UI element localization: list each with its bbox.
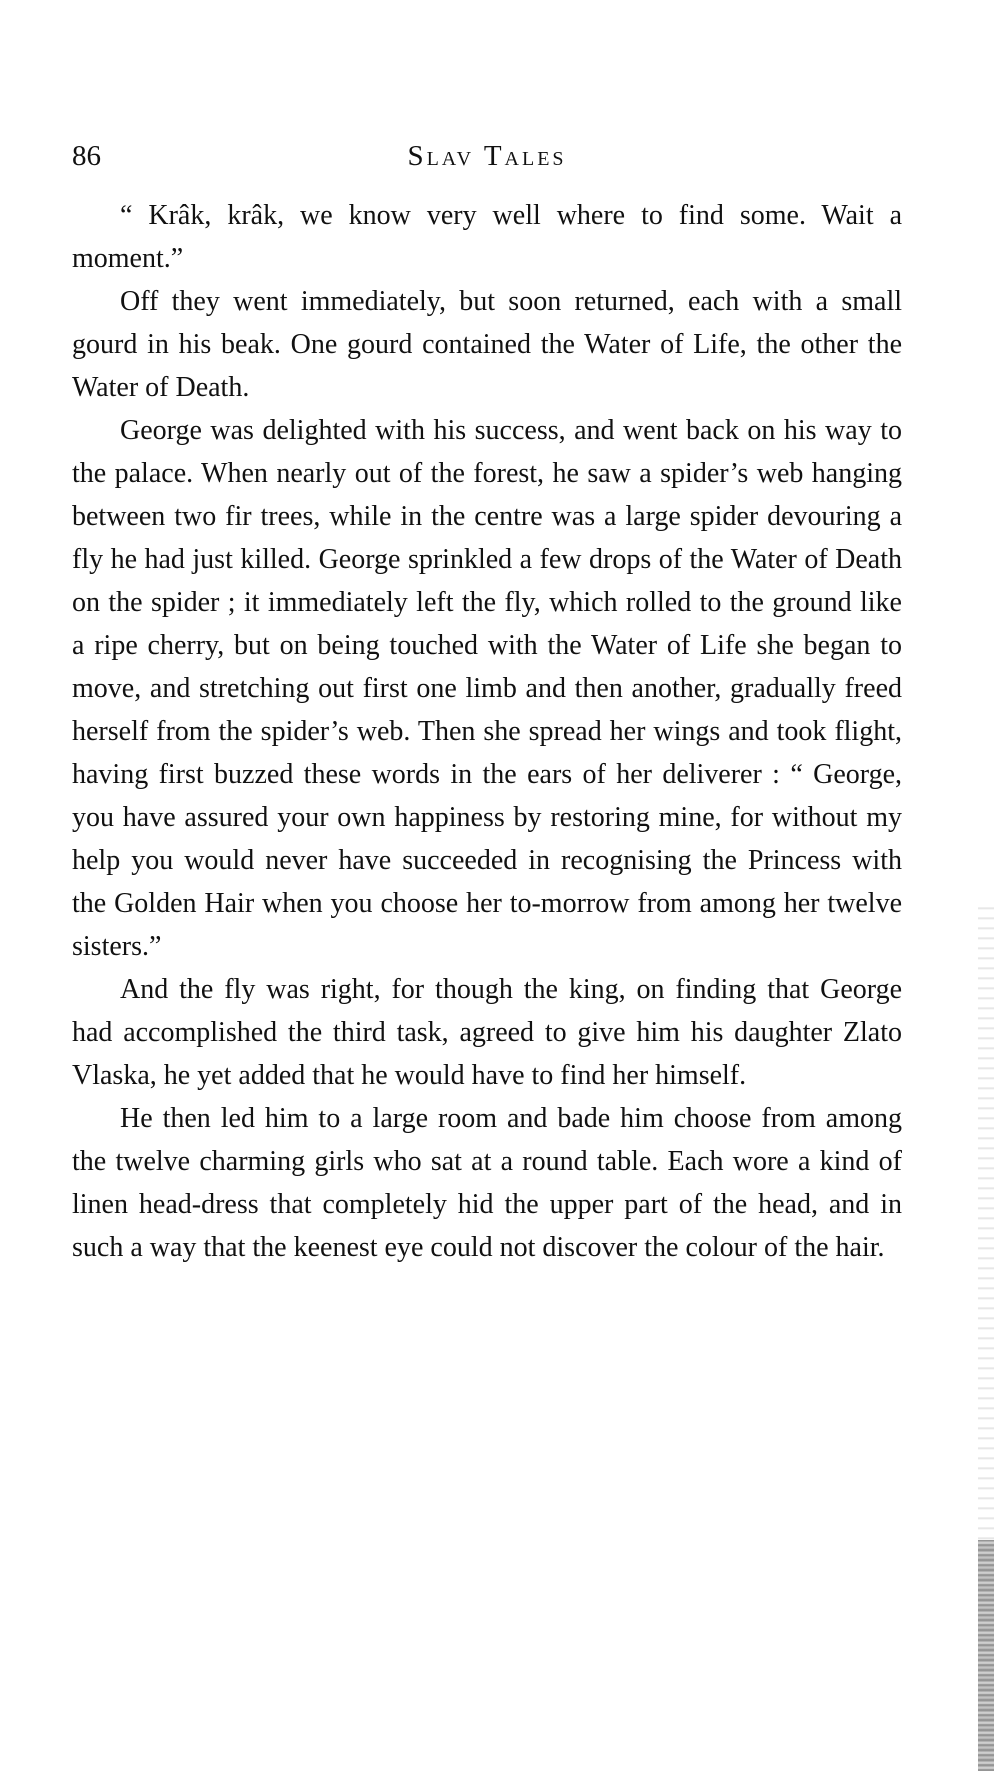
page-header xyxy=(72,140,902,180)
paragraph-3: George was delighted with his success, and went back on his way to the palace. When nearly out of the forest, he saw a spider’s web hanging between two fir trees, while in the centre was a large spider devouring a fly he had just killed. George sprinkled a few drops of the Water of Death on the spider ; it immediately left the fly, which rolled to the ground like a ripe cherry, but on being touched with the Water of Life she began to move, and stretching out first one limb and then another, gradually freed herself from the spider’s web. Then she spread her wings and took flight, having first buzzed these words in the ears of her deliverer : “ George, you have assured your own happiness by restoring mine, for without my help you would never have succeeded in recognising the Princess with the Golden Hair when you choose her to-morrow from among her twelve sisters.” xyxy=(72,415,902,962)
scan-edge-shadow xyxy=(978,1540,994,1771)
body-text xyxy=(72,194,902,1269)
page-number: 86 xyxy=(72,140,101,172)
paragraph-4: And the fly was right, for though the king, on finding that George had accomplished the third task, agreed to give him his daughter Zlato Vlaska, he yet added that he would have to find her himself. xyxy=(72,974,902,1091)
paragraph-2: Off they went immediately, but soon returned, each with a small gourd in his beak. One gourd contained the Water of Life, the other the Water of Death. xyxy=(72,286,902,403)
paragraph-5: He then led him to a large room and bade him choose from among the twelve charming girls who sat at a round table. Each wore a kind of linen head-dress that completely hid the upper part of the head, and in such a way that the keenest eye could not discover the colour of the hair. xyxy=(72,1103,902,1263)
running-title: Slav Tales xyxy=(407,140,567,172)
paragraph-1: “ Krâk, krâk, we know very well where to find some. Wait a moment.” xyxy=(72,200,902,274)
